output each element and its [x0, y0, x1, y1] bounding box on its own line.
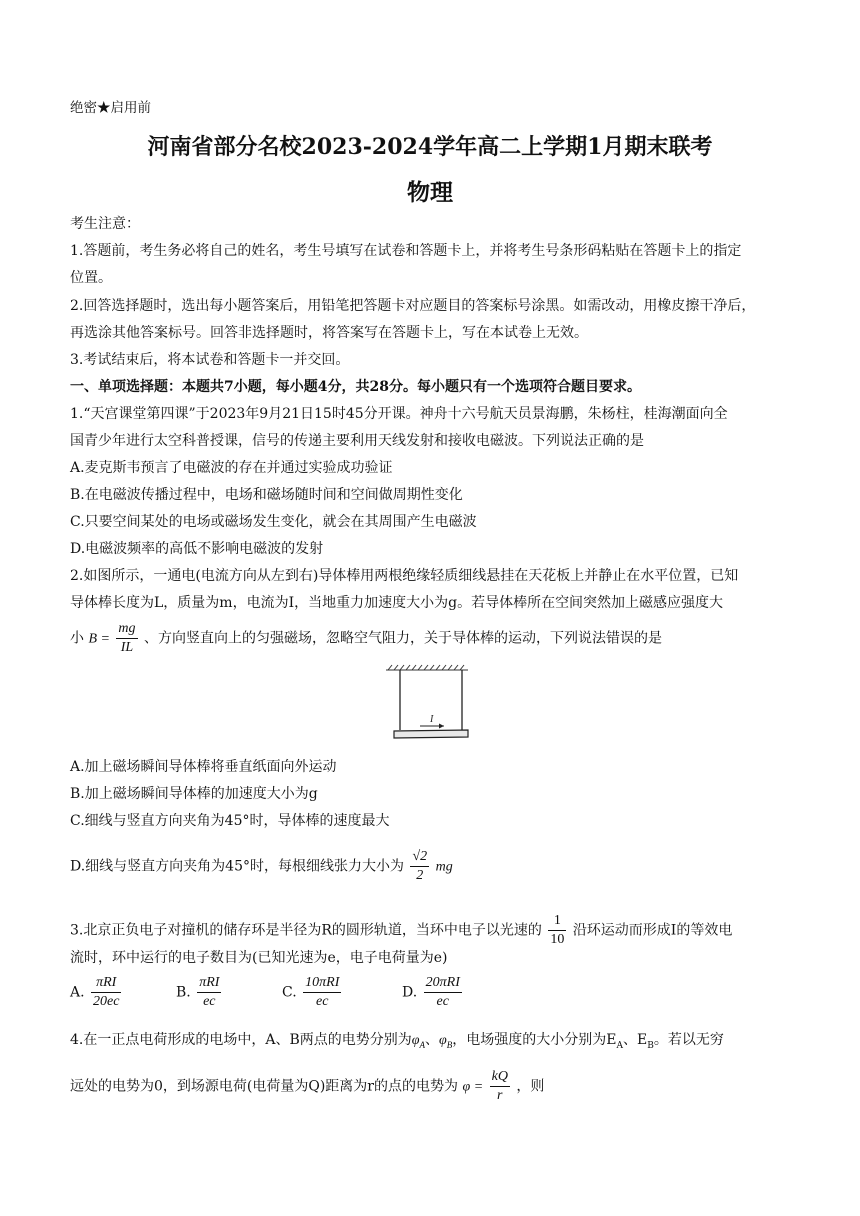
- q2-option-b: B.加上磁场瞬间导体棒的加速度大小为g: [70, 786, 318, 802]
- q3-option-c: [282, 974, 343, 1011]
- q1-stem-a: 1.“天宫课堂第四课”于2023年9月21日15时45分开课。神舟十六号航天员景海鹏，朱杨柱，桂海潮面向全: [70, 406, 728, 422]
- q3-option-d-fraction: [424, 974, 462, 1011]
- q4-phi-numerator: kQ: [490, 1068, 510, 1087]
- q3-option-d-numerator: 20πRI: [424, 974, 462, 993]
- q4-stem-a-post: ，电场强度的大小分别为E: [452, 1032, 617, 1048]
- q2-b-numerator: mg: [116, 620, 137, 639]
- q3-option-a-denominator: 20ec: [93, 994, 120, 1009]
- current-arrowhead: [439, 724, 444, 729]
- q3-option-a-numerator: πRI: [91, 974, 121, 993]
- q3-option-a-fraction: [91, 974, 121, 1011]
- q4-phi-b-sub: B: [446, 1039, 453, 1050]
- q2-stem-b: 导体棒长度为L，质量为m，电流为I，当地重力加速度大小为g。若导体棒所在空间突然加上磁感应强度大: [70, 595, 724, 611]
- q4-phi-b: φ: [439, 1033, 447, 1048]
- q4-stem-a-post3: 。若以无穷: [653, 1032, 724, 1048]
- q4-phi-a: φ: [411, 1033, 420, 1048]
- q3-option-c-label: C.: [282, 984, 297, 1001]
- q4-stem-b: [70, 1068, 544, 1105]
- q4-stem-a-post2: 、E: [623, 1032, 648, 1048]
- subject-title: 物理: [407, 179, 453, 206]
- notice-item-3: 3.考试结束后，将本试卷和答题卡一并交回。: [70, 352, 350, 368]
- q4-phi-denominator: r: [497, 1088, 503, 1103]
- current-label: I: [430, 714, 434, 725]
- q3-option-d-denominator: ec: [436, 994, 449, 1009]
- q3-option-d: [402, 974, 464, 1011]
- q3-option-b: [176, 974, 223, 1011]
- q3-option-c-numerator: 10πRI: [303, 974, 341, 993]
- q1-option-c: C.只要空间某处的电场或磁场发生变化，就会在其周围产生电磁波: [70, 514, 477, 530]
- q4-phi-formula-lhs: φ =: [462, 1079, 484, 1095]
- q4-stem-b-post: ，则: [516, 1078, 545, 1095]
- q4-stem-a: [70, 1030, 724, 1056]
- q4-eb-sub: B: [647, 1040, 654, 1051]
- q4-phi-a-sub: A: [419, 1039, 426, 1050]
- q2-stem-c-post: 、方向竖直向上的匀强磁场，忽略空气阻力，关于导体棒的运动，下列说法错误的是: [143, 630, 662, 647]
- q3-option-b-denominator: ec: [203, 994, 216, 1009]
- exam-title: 河南省部分名校2023-2024学年高二上学期1月期末联考: [147, 134, 713, 160]
- q4-phi-fraction: [490, 1068, 510, 1105]
- q2-option-d-numerator: √2: [410, 848, 429, 867]
- q2-option-d-pre: D.细线与竖直方向夹角为45°时，每根细线张力大小为: [70, 858, 404, 875]
- q4-stem-b-pre: 远处的电势为0，到场源电荷(电荷量为Q)距离为r的点的电势为: [70, 1078, 458, 1095]
- q3-speed-numerator: 1: [548, 912, 566, 931]
- q3-option-b-fraction: [197, 974, 221, 1011]
- q2-stem-c: [70, 620, 662, 657]
- q3-stem-a: [70, 912, 732, 949]
- q3-option-c-fraction: [303, 974, 341, 1011]
- q1-option-d: D.电磁波频率的高低不影响电磁波的发射: [70, 541, 324, 557]
- q3-option-a: [70, 974, 123, 1011]
- q1-option-b: B.在电磁波传播过程中，电场和磁场随时间和空间做周期性变化: [70, 487, 463, 503]
- q1-stem-b: 国青少年进行太空科普授课，信号的传递主要利用天线发射和接收电磁波。下列说法正确的是: [70, 433, 644, 449]
- q2-option-a: A.加上磁场瞬间导体棒将垂直纸面向外运动: [70, 759, 337, 775]
- suspended-rod-figure: [384, 664, 470, 746]
- q2-option-d-denominator: 2: [416, 868, 424, 883]
- notice-item-1a: 1.答题前，考生务必将自己的姓名，考生号填写在试卷和答题卡上，并将考生号条形码粘贴在答题卡上的指定: [70, 243, 742, 259]
- q3-stem-a-pre: 3.北京正负电子对撞机的储存环是半径为R的圆形轨道，当环中电子以光速的: [70, 922, 542, 939]
- q3-option-b-label: B.: [176, 984, 191, 1001]
- q2-b-fraction: [116, 620, 137, 657]
- q2-stem-c-pre: 小: [70, 630, 84, 647]
- confidential-label: 绝密★启用前: [70, 100, 151, 116]
- q3-stem-b: 流时，环中运行的电子数目为(已知光速为e，电子电荷量为e): [70, 950, 448, 966]
- q3-option-a-label: A.: [70, 984, 85, 1001]
- q2-option-d-post: mg: [435, 859, 453, 875]
- q2-option-d: [70, 848, 453, 885]
- q2-option-d-fraction: [410, 848, 429, 885]
- notice-item-2b: 再选涂其他答案标号。回答非选择题时，将答案写在答题卡上，写在本试卷上无效。: [70, 325, 588, 341]
- q2-b-symbol: B =: [88, 631, 110, 647]
- q3-option-b-numerator: πRI: [197, 974, 221, 993]
- q4-stem-a-pre: 4.在一正点电荷形成的电场中，A、B两点的电势分别为: [70, 1032, 412, 1048]
- q3-option-c-denominator: ec: [316, 994, 329, 1009]
- q4-separator: 、: [425, 1032, 440, 1048]
- section-heading: 一、单项选择题：本题共7小题，每小题4分，共28分。每小题只有一个选项符合题目要求。: [70, 379, 641, 395]
- notice-heading: 考生注意：: [70, 216, 140, 232]
- q4-ea-sub: A: [616, 1040, 623, 1051]
- q1-option-a: A.麦克斯韦预言了电磁波的存在并通过实验成功验证: [70, 460, 393, 476]
- q3-speed-fraction: [548, 912, 566, 949]
- q3-stem-a-post: 沿环运动而形成I的等效电: [572, 922, 733, 939]
- notice-item-2a: 2.回答选择题时，选出每小题答案后，用铅笔把答题卡对应题目的答案标号涂黑。如需改动，用橡皮擦干净后，: [70, 298, 756, 314]
- ceiling-hatch: [386, 665, 468, 670]
- conductor-rod: [394, 730, 468, 738]
- q2-stem-a: 2.如图所示，一通电(电流方向从左到右)导体棒用两根绝缘轻质细线悬挂在天花板上并静止在水平位置，已知: [70, 568, 739, 584]
- q3-speed-denominator: 10: [550, 932, 565, 947]
- q2-b-denominator: IL: [120, 640, 134, 655]
- notice-item-1b: 位置。: [70, 270, 112, 286]
- q3-option-d-label: D.: [402, 984, 418, 1001]
- q2-option-c: C.细线与竖直方向夹角为45°时，导体棒的速度最大: [70, 813, 390, 829]
